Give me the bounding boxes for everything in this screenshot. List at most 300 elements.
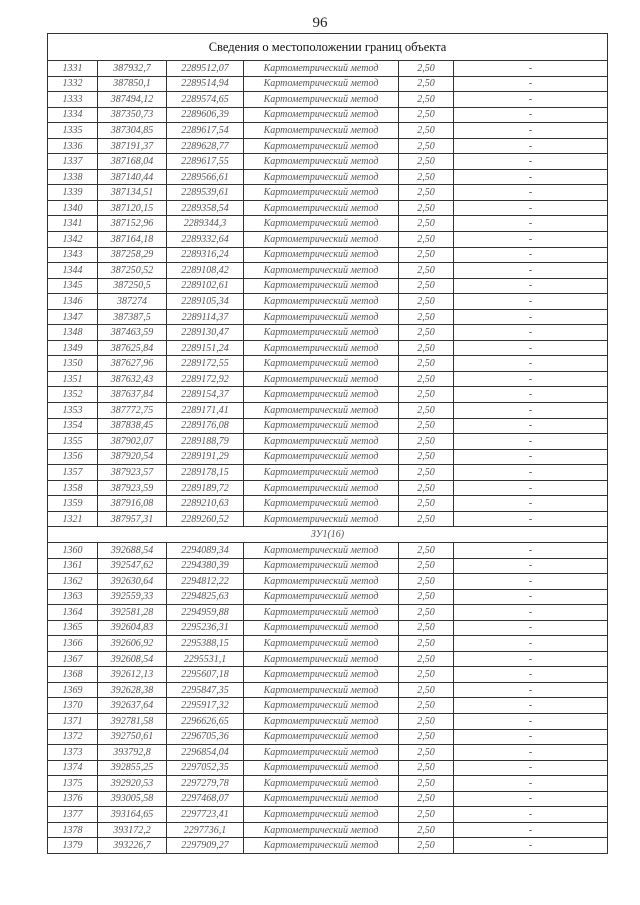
y-coordinate-cell: 2294380,39 — [167, 558, 244, 574]
x-coordinate-cell: 392855,25 — [98, 760, 167, 776]
method-cell: Картометрический метод — [244, 745, 399, 761]
method-cell: Картометрический метод — [244, 574, 399, 590]
point-number-cell: 1331 — [48, 61, 98, 77]
x-coordinate-cell: 387387,5 — [98, 309, 167, 325]
x-coordinate-cell: 393005,58 — [98, 791, 167, 807]
note-cell: - — [454, 387, 608, 403]
y-coordinate-cell: 2297909,27 — [167, 838, 244, 854]
note-cell: - — [454, 61, 608, 77]
y-coordinate-cell: 2289332,64 — [167, 232, 244, 248]
y-coordinate-cell: 2297723,41 — [167, 807, 244, 823]
y-coordinate-cell: 2289114,37 — [167, 309, 244, 325]
note-cell: - — [454, 138, 608, 154]
note-cell: - — [454, 558, 608, 574]
method-cell: Картометрический метод — [244, 107, 399, 123]
method-cell: Картометрический метод — [244, 480, 399, 496]
point-number-cell: 1355 — [48, 434, 98, 450]
point-number-cell: 1359 — [48, 496, 98, 512]
method-cell: Картометрический метод — [244, 667, 399, 683]
table-row — [48, 807, 608, 823]
x-coordinate-cell: 392750,61 — [98, 729, 167, 745]
x-coordinate-cell: 387463,59 — [98, 325, 167, 341]
x-coordinate-cell: 392606,92 — [98, 636, 167, 652]
y-coordinate-cell: 2289574,65 — [167, 92, 244, 108]
table-row — [48, 667, 608, 683]
table-row — [48, 713, 608, 729]
table-row — [48, 822, 608, 838]
point-number-cell: 1332 — [48, 76, 98, 92]
accuracy-cell: 2,50 — [399, 542, 454, 558]
accuracy-cell: 2,50 — [399, 107, 454, 123]
y-coordinate-cell: 2289316,24 — [167, 247, 244, 263]
point-number-cell: 1341 — [48, 216, 98, 232]
point-number-cell: 1365 — [48, 620, 98, 636]
table-row — [48, 247, 608, 263]
table-row — [48, 263, 608, 279]
point-number-cell: 1358 — [48, 480, 98, 496]
note-cell: - — [454, 511, 608, 527]
y-coordinate-cell: 2295607,18 — [167, 667, 244, 683]
y-coordinate-cell: 2289178,15 — [167, 465, 244, 481]
y-coordinate-cell: 2297052,35 — [167, 760, 244, 776]
y-coordinate-cell: 2297736,1 — [167, 822, 244, 838]
y-coordinate-cell: 2289566,61 — [167, 169, 244, 185]
accuracy-cell: 2,50 — [399, 729, 454, 745]
x-coordinate-cell: 392628,38 — [98, 682, 167, 698]
accuracy-cell: 2,50 — [399, 822, 454, 838]
table-row — [48, 558, 608, 574]
note-cell: - — [454, 154, 608, 170]
table-title-row — [48, 34, 608, 61]
x-coordinate-cell: 387168,04 — [98, 154, 167, 170]
x-coordinate-cell: 387632,43 — [98, 371, 167, 387]
x-coordinate-cell: 392559,33 — [98, 589, 167, 605]
x-coordinate-cell: 392581,28 — [98, 605, 167, 621]
method-cell: Картометрический метод — [244, 791, 399, 807]
accuracy-cell: 2,50 — [399, 791, 454, 807]
point-number-cell: 1333 — [48, 92, 98, 108]
x-coordinate-cell: 387191,37 — [98, 138, 167, 154]
accuracy-cell: 2,50 — [399, 574, 454, 590]
table-row — [48, 838, 608, 854]
method-cell: Картометрический метод — [244, 278, 399, 294]
accuracy-cell: 2,50 — [399, 340, 454, 356]
accuracy-cell: 2,50 — [399, 636, 454, 652]
section-row — [48, 527, 608, 543]
note-cell: - — [454, 667, 608, 683]
x-coordinate-cell: 387164,18 — [98, 232, 167, 248]
x-coordinate-cell: 393164,65 — [98, 807, 167, 823]
method-cell: Картометрический метод — [244, 838, 399, 854]
method-cell: Картометрический метод — [244, 807, 399, 823]
note-cell: - — [454, 169, 608, 185]
note-cell: - — [454, 434, 608, 450]
note-cell: - — [454, 791, 608, 807]
y-coordinate-cell: 2294959,88 — [167, 605, 244, 621]
point-number-cell: 1354 — [48, 418, 98, 434]
accuracy-cell: 2,50 — [399, 760, 454, 776]
x-coordinate-cell: 393226,7 — [98, 838, 167, 854]
note-cell: - — [454, 776, 608, 792]
table-row — [48, 791, 608, 807]
point-number-cell: 1379 — [48, 838, 98, 854]
table-row — [48, 92, 608, 108]
table-row — [48, 589, 608, 605]
accuracy-cell: 2,50 — [399, 278, 454, 294]
table-row — [48, 294, 608, 310]
x-coordinate-cell: 392612,13 — [98, 667, 167, 683]
accuracy-cell: 2,50 — [399, 449, 454, 465]
point-number-cell: 1373 — [48, 745, 98, 761]
accuracy-cell: 2,50 — [399, 371, 454, 387]
x-coordinate-cell: 387902,07 — [98, 434, 167, 450]
table-row — [48, 542, 608, 558]
y-coordinate-cell: 2289628,77 — [167, 138, 244, 154]
point-number-cell: 1353 — [48, 403, 98, 419]
note-cell: - — [454, 294, 608, 310]
y-coordinate-cell: 2295531,1 — [167, 651, 244, 667]
method-cell: Картометрический метод — [244, 403, 399, 419]
x-coordinate-cell: 392637,64 — [98, 698, 167, 714]
x-coordinate-cell: 393172,2 — [98, 822, 167, 838]
method-cell: Картометрический метод — [244, 776, 399, 792]
note-cell: - — [454, 745, 608, 761]
y-coordinate-cell: 2289189,72 — [167, 480, 244, 496]
y-coordinate-cell: 2294089,34 — [167, 542, 244, 558]
accuracy-cell: 2,50 — [399, 92, 454, 108]
point-number-cell: 1364 — [48, 605, 98, 621]
method-cell: Картометрический метод — [244, 636, 399, 652]
method-cell: Картометрический метод — [244, 76, 399, 92]
method-cell: Картометрический метод — [244, 465, 399, 481]
y-coordinate-cell: 2289344,3 — [167, 216, 244, 232]
table-row — [48, 325, 608, 341]
accuracy-cell: 2,50 — [399, 387, 454, 403]
method-cell: Картометрический метод — [244, 123, 399, 139]
point-number-cell: 1340 — [48, 200, 98, 216]
method-cell: Картометрический метод — [244, 247, 399, 263]
x-coordinate-cell: 387494,12 — [98, 92, 167, 108]
table-row — [48, 138, 608, 154]
method-cell: Картометрический метод — [244, 232, 399, 248]
note-cell: - — [454, 356, 608, 372]
point-number-cell: 1372 — [48, 729, 98, 745]
table-row — [48, 154, 608, 170]
x-coordinate-cell: 387838,45 — [98, 418, 167, 434]
y-coordinate-cell: 2289172,55 — [167, 356, 244, 372]
point-number-cell: 1343 — [48, 247, 98, 263]
x-coordinate-cell: 387250,52 — [98, 263, 167, 279]
accuracy-cell: 2,50 — [399, 465, 454, 481]
note-cell: - — [454, 247, 608, 263]
y-coordinate-cell: 2295917,32 — [167, 698, 244, 714]
boundary-table-sheet — [47, 33, 607, 854]
y-coordinate-cell: 2289617,55 — [167, 154, 244, 170]
note-cell: - — [454, 651, 608, 667]
note-cell: - — [454, 418, 608, 434]
method-cell: Картометрический метод — [244, 263, 399, 279]
x-coordinate-cell: 387932,7 — [98, 61, 167, 77]
y-coordinate-cell: 2296854,04 — [167, 745, 244, 761]
note-cell: - — [454, 123, 608, 139]
y-coordinate-cell: 2289617,54 — [167, 123, 244, 139]
accuracy-cell: 2,50 — [399, 558, 454, 574]
x-coordinate-cell: 387627,96 — [98, 356, 167, 372]
point-number-cell: 1362 — [48, 574, 98, 590]
note-cell: - — [454, 232, 608, 248]
table-row — [48, 216, 608, 232]
point-number-cell: 1336 — [48, 138, 98, 154]
method-cell: Картометрический метод — [244, 169, 399, 185]
accuracy-cell: 2,50 — [399, 294, 454, 310]
y-coordinate-cell: 2289130,47 — [167, 325, 244, 341]
note-cell: - — [454, 200, 608, 216]
point-number-cell: 1368 — [48, 667, 98, 683]
x-coordinate-cell: 387920,54 — [98, 449, 167, 465]
accuracy-cell: 2,50 — [399, 169, 454, 185]
note-cell: - — [454, 589, 608, 605]
y-coordinate-cell: 2289188,79 — [167, 434, 244, 450]
method-cell: Картометрический метод — [244, 185, 399, 201]
note-cell: - — [454, 263, 608, 279]
x-coordinate-cell: 387923,59 — [98, 480, 167, 496]
accuracy-cell: 2,50 — [399, 682, 454, 698]
x-coordinate-cell: 387250,5 — [98, 278, 167, 294]
x-coordinate-cell: 392608,54 — [98, 651, 167, 667]
point-number-cell: 1367 — [48, 651, 98, 667]
point-number-cell: 1334 — [48, 107, 98, 123]
accuracy-cell: 2,50 — [399, 232, 454, 248]
accuracy-cell: 2,50 — [399, 309, 454, 325]
accuracy-cell: 2,50 — [399, 154, 454, 170]
note-cell: - — [454, 605, 608, 621]
note-cell: - — [454, 542, 608, 558]
x-coordinate-cell: 392630,64 — [98, 574, 167, 590]
point-number-cell: 1339 — [48, 185, 98, 201]
y-coordinate-cell: 2289191,29 — [167, 449, 244, 465]
accuracy-cell: 2,50 — [399, 838, 454, 854]
method-cell: Картометрический метод — [244, 511, 399, 527]
y-coordinate-cell: 2289260,52 — [167, 511, 244, 527]
method-cell: Картометрический метод — [244, 542, 399, 558]
point-number-cell: 1350 — [48, 356, 98, 372]
y-coordinate-cell: 2289171,41 — [167, 403, 244, 419]
method-cell: Картометрический метод — [244, 605, 399, 621]
point-number-cell: 1375 — [48, 776, 98, 792]
point-number-cell: 1344 — [48, 263, 98, 279]
accuracy-cell: 2,50 — [399, 403, 454, 419]
table-row — [48, 340, 608, 356]
point-number-cell: 1361 — [48, 558, 98, 574]
point-number-cell: 1357 — [48, 465, 98, 481]
method-cell: Картометрический метод — [244, 682, 399, 698]
accuracy-cell: 2,50 — [399, 511, 454, 527]
y-coordinate-cell: 2289358,54 — [167, 200, 244, 216]
table-row — [48, 107, 608, 123]
table-row — [48, 418, 608, 434]
x-coordinate-cell: 393792,8 — [98, 745, 167, 761]
table-row — [48, 620, 608, 636]
point-number-cell: 1347 — [48, 309, 98, 325]
note-cell: - — [454, 807, 608, 823]
note-cell: - — [454, 636, 608, 652]
x-coordinate-cell: 392688,54 — [98, 542, 167, 558]
method-cell: Картометрический метод — [244, 309, 399, 325]
y-coordinate-cell: 2294812,22 — [167, 574, 244, 590]
table-row — [48, 309, 608, 325]
point-number-cell: 1371 — [48, 713, 98, 729]
point-number-cell: 1360 — [48, 542, 98, 558]
table-row — [48, 403, 608, 419]
x-coordinate-cell: 387916,08 — [98, 496, 167, 512]
method-cell: Картометрический метод — [244, 449, 399, 465]
method-cell: Картометрический метод — [244, 589, 399, 605]
note-cell: - — [454, 682, 608, 698]
y-coordinate-cell: 2297468,07 — [167, 791, 244, 807]
y-coordinate-cell: 2296626,65 — [167, 713, 244, 729]
x-coordinate-cell: 387772,75 — [98, 403, 167, 419]
note-cell: - — [454, 449, 608, 465]
x-coordinate-cell: 387258,29 — [98, 247, 167, 263]
table-row — [48, 449, 608, 465]
point-number-cell: 1374 — [48, 760, 98, 776]
accuracy-cell: 2,50 — [399, 807, 454, 823]
x-coordinate-cell: 387637,84 — [98, 387, 167, 403]
accuracy-cell: 2,50 — [399, 713, 454, 729]
point-number-cell: 1335 — [48, 123, 98, 139]
x-coordinate-cell: 392547,62 — [98, 558, 167, 574]
accuracy-cell: 2,50 — [399, 605, 454, 621]
point-number-cell: 1345 — [48, 278, 98, 294]
point-number-cell: 1356 — [48, 449, 98, 465]
table-row — [48, 636, 608, 652]
point-number-cell: 1346 — [48, 294, 98, 310]
table-row — [48, 480, 608, 496]
note-cell: - — [454, 496, 608, 512]
method-cell: Картометрический метод — [244, 138, 399, 154]
note-cell: - — [454, 620, 608, 636]
x-coordinate-cell: 387274 — [98, 294, 167, 310]
note-cell: - — [454, 713, 608, 729]
y-coordinate-cell: 2289210,63 — [167, 496, 244, 512]
method-cell: Картометрический метод — [244, 92, 399, 108]
y-coordinate-cell: 2294825,63 — [167, 589, 244, 605]
accuracy-cell: 2,50 — [399, 480, 454, 496]
note-cell: - — [454, 574, 608, 590]
note-cell: - — [454, 838, 608, 854]
point-number-cell: 1342 — [48, 232, 98, 248]
section-label: ЗУ1(16) — [48, 527, 608, 543]
note-cell: - — [454, 216, 608, 232]
note-cell: - — [454, 107, 608, 123]
y-coordinate-cell: 2295388,15 — [167, 636, 244, 652]
accuracy-cell: 2,50 — [399, 216, 454, 232]
point-number-cell: 1348 — [48, 325, 98, 341]
table-title: Сведения о местоположении границ объекта — [48, 34, 608, 61]
accuracy-cell: 2,50 — [399, 496, 454, 512]
accuracy-cell: 2,50 — [399, 434, 454, 450]
table-row — [48, 371, 608, 387]
method-cell: Картометрический метод — [244, 371, 399, 387]
point-number-cell: 1351 — [48, 371, 98, 387]
table-row — [48, 698, 608, 714]
table-row — [48, 200, 608, 216]
point-number-cell: 1349 — [48, 340, 98, 356]
method-cell: Картометрический метод — [244, 325, 399, 341]
y-coordinate-cell: 2295847,35 — [167, 682, 244, 698]
method-cell: Картометрический метод — [244, 698, 399, 714]
y-coordinate-cell: 2297279,78 — [167, 776, 244, 792]
accuracy-cell: 2,50 — [399, 200, 454, 216]
x-coordinate-cell: 392920,53 — [98, 776, 167, 792]
table-row — [48, 434, 608, 450]
y-coordinate-cell: 2289151,24 — [167, 340, 244, 356]
table-row — [48, 123, 608, 139]
x-coordinate-cell: 387140,44 — [98, 169, 167, 185]
y-coordinate-cell: 2289512,07 — [167, 61, 244, 77]
y-coordinate-cell: 2289154,37 — [167, 387, 244, 403]
accuracy-cell: 2,50 — [399, 263, 454, 279]
y-coordinate-cell: 2289539,61 — [167, 185, 244, 201]
note-cell: - — [454, 729, 608, 745]
accuracy-cell: 2,50 — [399, 698, 454, 714]
method-cell: Картометрический метод — [244, 760, 399, 776]
accuracy-cell: 2,50 — [399, 76, 454, 92]
method-cell: Картометрический метод — [244, 496, 399, 512]
boundary-table — [47, 33, 608, 854]
method-cell: Картометрический метод — [244, 713, 399, 729]
x-coordinate-cell: 387957,31 — [98, 511, 167, 527]
page-number: 96 — [312, 15, 328, 31]
point-number-cell: 1366 — [48, 636, 98, 652]
x-coordinate-cell: 387850,1 — [98, 76, 167, 92]
point-number-cell: 1377 — [48, 807, 98, 823]
method-cell: Картометрический метод — [244, 294, 399, 310]
method-cell: Картометрический метод — [244, 200, 399, 216]
table-row — [48, 745, 608, 761]
table-row — [48, 729, 608, 745]
note-cell: - — [454, 92, 608, 108]
method-cell: Картометрический метод — [244, 61, 399, 77]
note-cell: - — [454, 185, 608, 201]
table-row — [48, 278, 608, 294]
accuracy-cell: 2,50 — [399, 123, 454, 139]
accuracy-cell: 2,50 — [399, 620, 454, 636]
y-coordinate-cell: 2289514,94 — [167, 76, 244, 92]
method-cell: Картометрический метод — [244, 216, 399, 232]
table-row — [48, 511, 608, 527]
x-coordinate-cell: 387134,51 — [98, 185, 167, 201]
table-row — [48, 465, 608, 481]
note-cell: - — [454, 371, 608, 387]
x-coordinate-cell: 387152,96 — [98, 216, 167, 232]
table-row — [48, 356, 608, 372]
table-row — [48, 682, 608, 698]
y-coordinate-cell: 2289108,42 — [167, 263, 244, 279]
note-cell: - — [454, 340, 608, 356]
point-number-cell: 1338 — [48, 169, 98, 185]
table-row — [48, 574, 608, 590]
method-cell: Картометрический метод — [244, 558, 399, 574]
table-row — [48, 61, 608, 77]
y-coordinate-cell: 2289176,08 — [167, 418, 244, 434]
point-number-cell: 1376 — [48, 791, 98, 807]
method-cell: Картометрический метод — [244, 340, 399, 356]
note-cell: - — [454, 822, 608, 838]
y-coordinate-cell: 2295236,31 — [167, 620, 244, 636]
accuracy-cell: 2,50 — [399, 61, 454, 77]
x-coordinate-cell: 387304,85 — [98, 123, 167, 139]
